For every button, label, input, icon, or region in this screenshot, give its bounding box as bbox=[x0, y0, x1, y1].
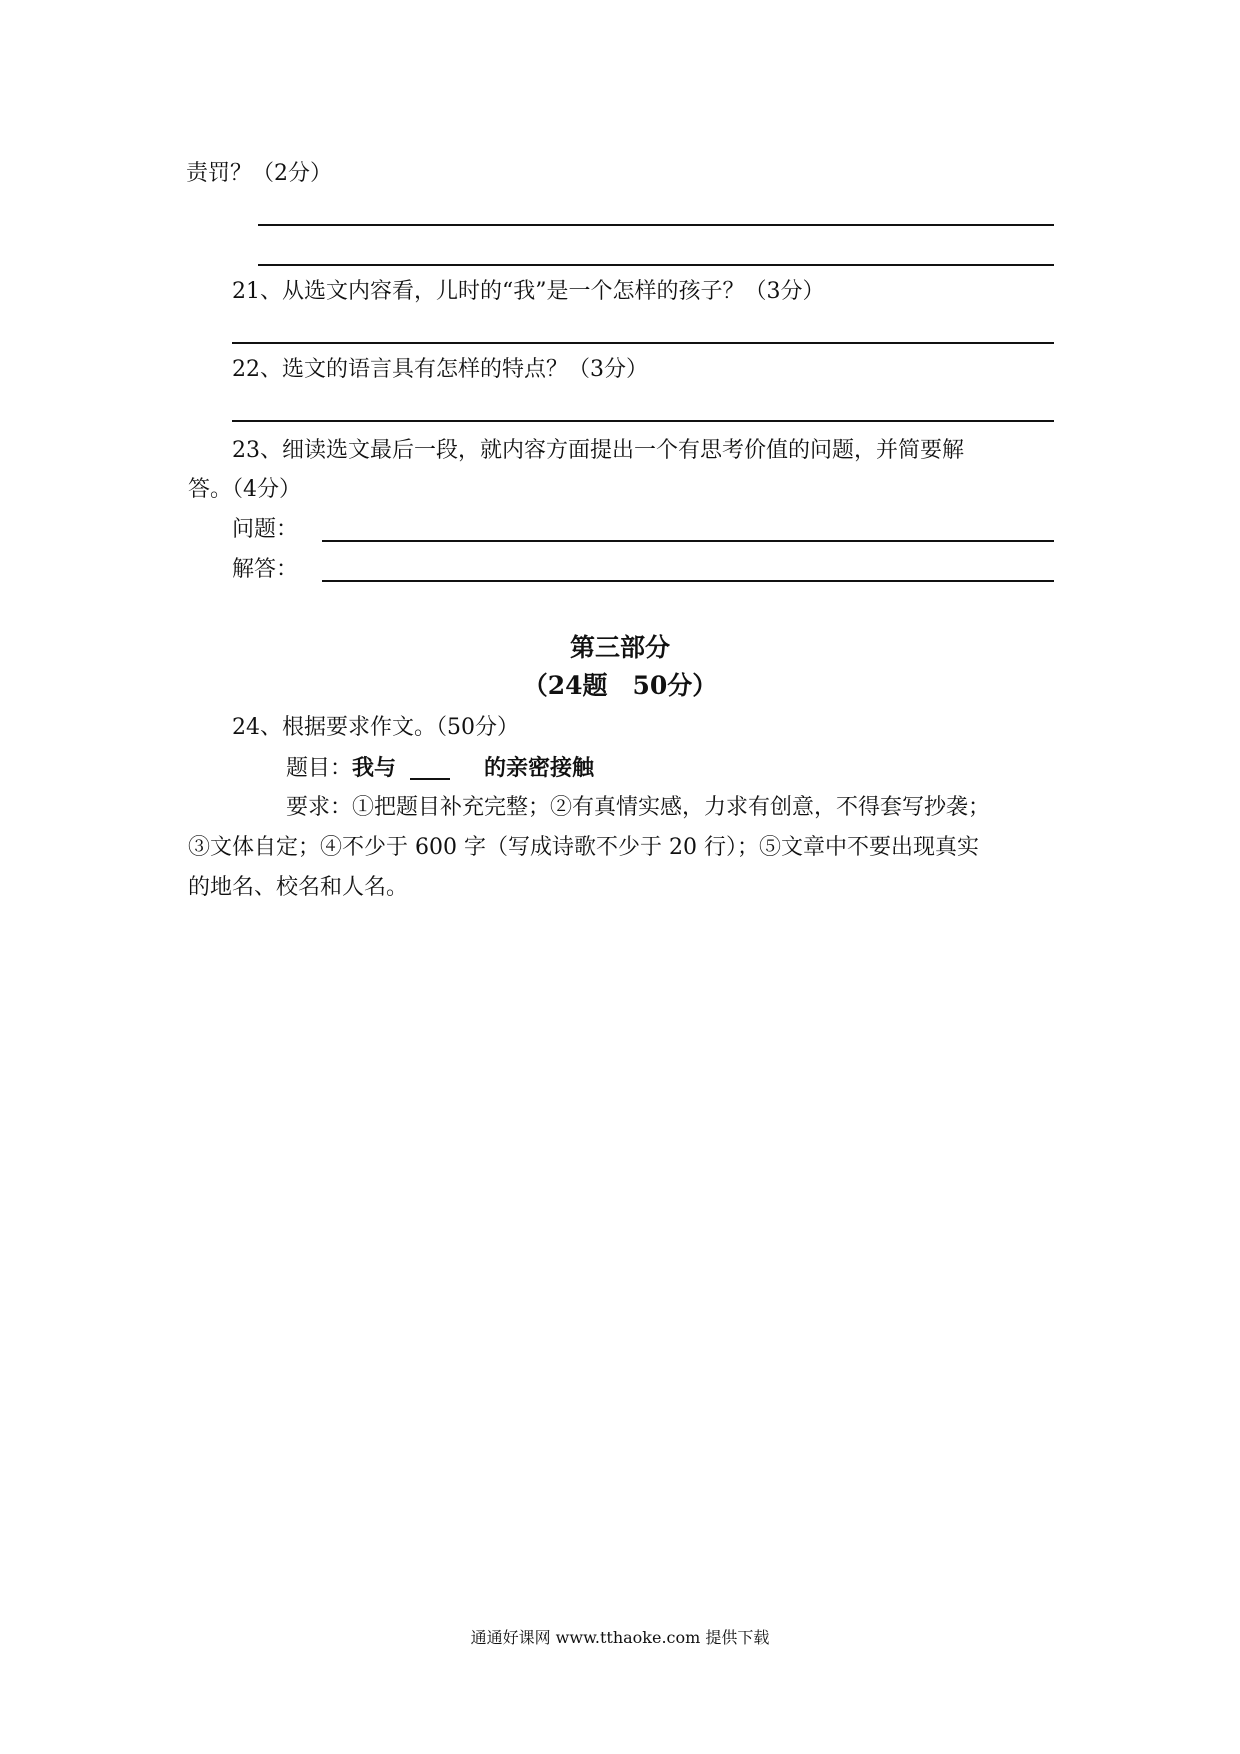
answer-line bbox=[232, 342, 1054, 344]
part-3-subtitle: （24题 50分） bbox=[522, 671, 718, 700]
answer-label: 解答： bbox=[232, 557, 299, 582]
topic-prefix: 我与 bbox=[352, 755, 397, 781]
topic-label: 题目： bbox=[286, 756, 353, 781]
question-answer-line bbox=[322, 540, 1054, 542]
requirement-line-1: 要求：①把题目补充完整；②有真情实感，力求有创意，不得套写抄袭； bbox=[286, 795, 991, 820]
question-23-line-2: 答。（4分） bbox=[188, 477, 301, 502]
part-3-title: 第三部分 bbox=[569, 633, 670, 662]
footer-credit: 通通好课网 www.tthaoke.com 提供下载 bbox=[470, 1628, 770, 1647]
answer-line bbox=[232, 420, 1054, 422]
topic-blank bbox=[410, 758, 450, 780]
question-23-line-1: 23、细读选文最后一段，就内容方面提出一个有思考价值的问题，并简要解 bbox=[232, 438, 964, 463]
question-24: 24、根据要求作文。（50分） bbox=[232, 715, 519, 740]
requirement-line-3: 的地名、校名和人名。 bbox=[188, 875, 409, 900]
answer-line bbox=[258, 264, 1054, 266]
question-label: 问题： bbox=[232, 517, 299, 542]
answer-answer-line bbox=[322, 580, 1054, 582]
essay-topic bbox=[286, 754, 594, 783]
topic-suffix: 的亲密接触 bbox=[484, 755, 595, 781]
question-22: 22、选文的语言具有怎样的特点？（3分） bbox=[232, 357, 648, 382]
answer-line bbox=[258, 224, 1054, 226]
question-21: 21、从选文内容看，儿时的“我”是一个怎样的孩子？（3分） bbox=[232, 279, 825, 304]
question-20-tail: 责罚？（2分） bbox=[186, 161, 332, 186]
requirement-line-2: ③文体自定；④不少于 600 字（写成诗歌不少于 20 行）；⑤文章中不要出现真实 bbox=[188, 835, 979, 860]
